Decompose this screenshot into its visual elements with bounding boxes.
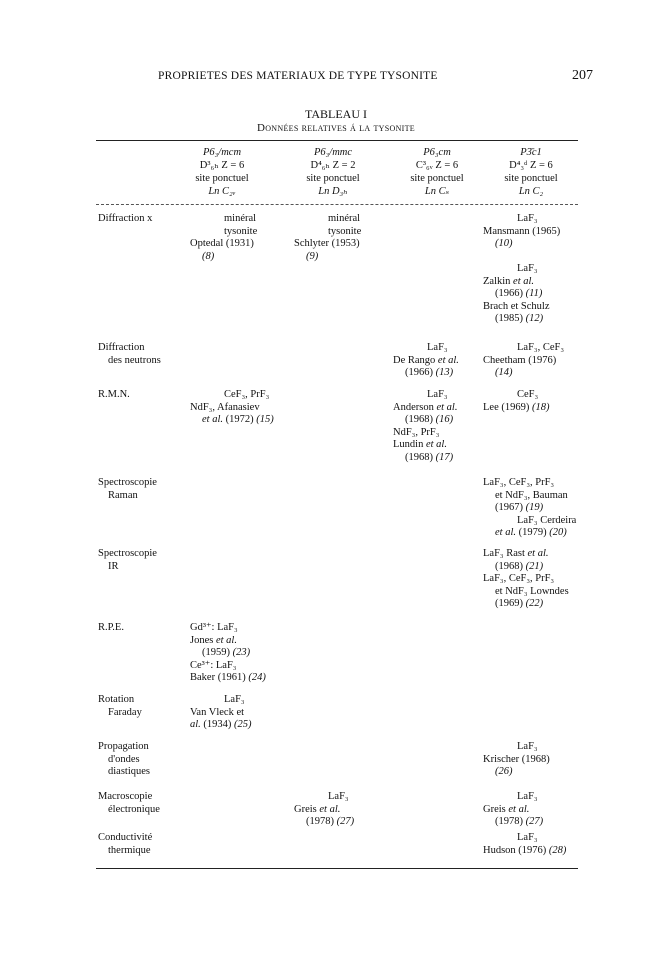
cell-line: (1967) (19) xyxy=(495,502,544,513)
column-header-ln: Ln D₃ₕ xyxy=(318,186,348,197)
row-label-line: Rotation xyxy=(98,694,135,705)
cell-line: LaF₃ xyxy=(328,791,349,802)
cell-line: Brach et Schulz xyxy=(483,300,550,312)
cell-line xyxy=(483,251,613,264)
row-label-line: Propagation xyxy=(98,741,149,752)
cell-line: LaF₃ xyxy=(517,791,538,802)
cell-line: Optedal (1931) xyxy=(190,238,254,249)
cell-line: (1968) (21) xyxy=(495,560,544,572)
cell-line: (14) xyxy=(495,367,513,378)
cell-line: Gd³⁺: LaF₃ xyxy=(190,622,238,633)
column-header-ln: Ln C₂ᵥ xyxy=(208,186,236,197)
column-header-site: site ponctuel xyxy=(504,173,558,184)
cell-line: (1978) (27) xyxy=(306,816,355,827)
cell-line: al. (1934) (25) xyxy=(190,719,252,730)
row-label-line: électronique xyxy=(108,803,160,815)
cell-line: Van Vleck et xyxy=(190,706,245,718)
cell-line: Ce³⁺: LaF₃ xyxy=(190,659,237,671)
cell-line: LaF₃ xyxy=(427,389,448,400)
cell-line: LaF₃ xyxy=(517,213,538,224)
cell-line: (1978) (27) xyxy=(495,816,544,827)
table-cell xyxy=(294,791,424,829)
cell-line: LaF₃ Rast et al. xyxy=(483,548,549,559)
cell-line: minéral xyxy=(224,213,257,224)
row-label-line: diastiques xyxy=(108,766,150,777)
table-cell xyxy=(483,832,613,857)
cell-line: Greis et al. xyxy=(483,803,530,815)
column-header-group: P3̄c1 xyxy=(520,147,542,158)
cell-line: Anderson et al. xyxy=(393,401,458,413)
row-label xyxy=(98,477,157,502)
table-cell xyxy=(483,548,613,611)
page-number: 207 xyxy=(572,68,593,83)
column-header-symmetry: D⁴₃ᵈ Z = 6 xyxy=(509,160,553,171)
row-label-line: Faraday xyxy=(108,706,142,718)
cell-line: LaF₃ Cerdeira xyxy=(517,514,577,526)
column-header-ln: Ln Cₛ xyxy=(424,186,450,197)
table-cell xyxy=(483,342,613,380)
cell-line: Hudson (1976) (28) xyxy=(483,844,567,856)
cell-line: et al. (1972) (15) xyxy=(202,414,274,425)
row-label-line: des neutrons xyxy=(108,354,161,366)
row-label-line: d'ondes xyxy=(108,753,140,765)
cell-line: LaF₃, CeF₃, PrF₃ xyxy=(483,477,555,488)
cell-line: (1968) (16) xyxy=(405,414,454,425)
table-cell xyxy=(190,622,320,685)
cell-line: (9) xyxy=(306,250,319,262)
table-cell xyxy=(483,741,613,779)
column-header xyxy=(471,146,591,198)
cell-line: (1969) (22) xyxy=(495,598,544,609)
column-header xyxy=(273,146,393,198)
table-cell xyxy=(483,213,613,326)
row-label xyxy=(98,342,161,367)
cell-line: Lundin et al. xyxy=(393,439,447,450)
row-label-line: thermique xyxy=(108,844,151,856)
column-header-group: P6₃cm xyxy=(423,147,451,158)
cell-line: tysonite xyxy=(328,225,362,237)
row-label xyxy=(98,389,130,402)
cell-line: LaF₃, CeF₃ xyxy=(517,342,564,353)
row-label xyxy=(98,622,124,635)
column-header-site: site ponctuel xyxy=(195,173,249,184)
row-label-line: R.P.E. xyxy=(98,622,124,633)
row-label xyxy=(98,213,152,226)
column-header xyxy=(162,146,282,198)
column-header-symmetry: C³₆ᵥ Z = 6 xyxy=(415,160,459,171)
row-label xyxy=(98,548,157,573)
row-label xyxy=(98,791,160,816)
row-label-line: Spectroscopie xyxy=(98,477,157,488)
row-label-line: Macroscopie xyxy=(98,791,153,802)
cell-line: Lee (1969) (18) xyxy=(483,401,550,413)
table-cell xyxy=(483,389,613,414)
table-subtitle: Données relatives á la tysonite xyxy=(256,122,415,134)
column-header-site: site ponctuel xyxy=(410,173,464,184)
cell-line: (1966) (13) xyxy=(405,367,454,378)
table-cell xyxy=(190,694,320,732)
column-header-symmetry: D⁴₆ₕ Z = 2 xyxy=(310,160,356,171)
cell-line: Cheetham (1976) xyxy=(483,354,557,366)
row-label xyxy=(98,832,152,857)
cell-line: CeF₃ xyxy=(517,389,539,400)
row-label-line: Diffraction x xyxy=(98,213,153,224)
cell-line: LaF₃ xyxy=(517,263,538,274)
cell-line: (1985) (12) xyxy=(495,313,544,324)
cell-line: et al. (1979) (20) xyxy=(495,527,567,538)
row-label xyxy=(98,694,142,719)
cell-line: LaF₃ xyxy=(517,832,538,843)
cell-line: tysonite xyxy=(224,225,258,237)
row-label-line: IR xyxy=(108,560,119,572)
column-header-group: P6₃/mcm xyxy=(202,147,242,158)
cell-line: Mansmann (1965) xyxy=(483,225,561,237)
table-title: TABLEAU I xyxy=(304,107,368,121)
cell-line: Baker (1961) (24) xyxy=(190,672,266,683)
row-label xyxy=(98,741,150,779)
column-header-site: site ponctuel xyxy=(306,173,360,184)
row-label-line: Raman xyxy=(108,489,138,501)
cell-line: Jones et al. xyxy=(190,634,237,646)
cell-line: NdF₃, Afanasiev xyxy=(190,401,260,413)
row-label-line: Conductivité xyxy=(98,832,153,843)
cell-line: et NdF₃ Lowndes xyxy=(495,585,569,597)
cell-line: Krischer (1968) xyxy=(483,753,550,765)
cell-line: minéral xyxy=(328,213,361,224)
cell-line: (10) xyxy=(495,238,513,249)
column-header-ln: Ln C₂ xyxy=(518,186,544,197)
table-bottom-rule xyxy=(96,868,578,869)
cell-line: Schlyter (1953) xyxy=(294,238,360,249)
cell-line: et NdF₃, Bauman xyxy=(495,489,568,501)
table-cell xyxy=(190,389,320,427)
cell-line: (1968) (17) xyxy=(405,451,454,463)
row-label-line: Spectroscopie xyxy=(98,548,157,559)
cell-line: LaF₃ xyxy=(517,741,538,752)
table-cell xyxy=(483,791,613,829)
row-label-line: Diffraction xyxy=(98,342,145,353)
running-title: PROPRIETES DES MATERIAUX DE TYPE TYSONITE xyxy=(158,70,438,82)
cell-line: (8) xyxy=(202,250,215,262)
cell-line: Zalkin et al. xyxy=(483,275,535,287)
cell-line: (1959) (23) xyxy=(202,647,251,658)
table-cell xyxy=(483,477,613,540)
column-header-symmetry: D³₆ₕ Z = 6 xyxy=(199,160,245,171)
table-cell xyxy=(294,213,424,263)
cell-line: LaF₃ xyxy=(224,694,245,705)
cell-line: De Rango et al. xyxy=(393,354,459,366)
header-rule xyxy=(96,204,578,205)
cell-line: CeF₃, PrF₃ xyxy=(224,389,270,400)
cell-line: NdF₃, PrF₃ xyxy=(393,426,440,438)
cell-line: Greis et al. xyxy=(294,803,341,815)
table-top-rule xyxy=(96,140,578,141)
cell-line: LaF₃ xyxy=(427,342,448,353)
cell-line: (1966) (11) xyxy=(495,288,543,299)
row-label-line: R.M.N. xyxy=(98,389,130,400)
cell-line: LaF₃, CeF₃, PrF₃ xyxy=(483,573,555,584)
cell-line: (26) xyxy=(495,766,513,777)
column-header-group: P6₃/mmc xyxy=(313,147,353,158)
